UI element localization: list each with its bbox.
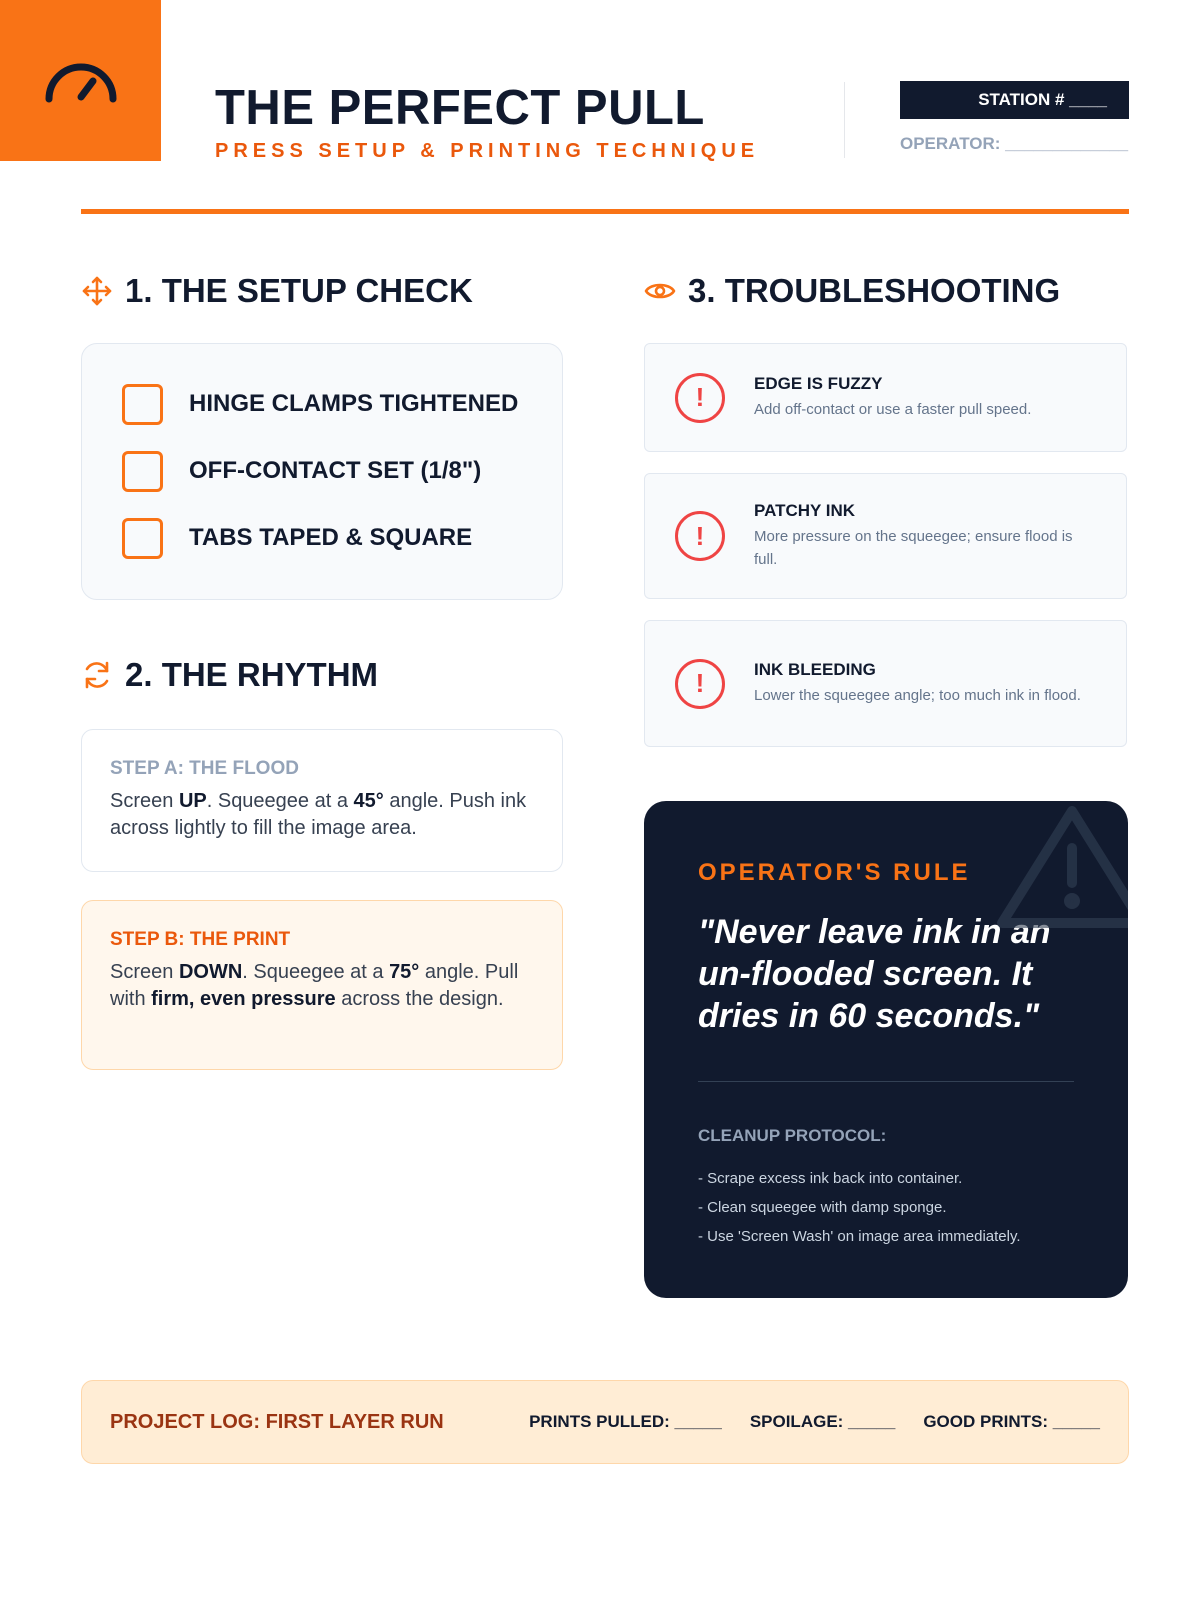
checklist-item[interactable] — [122, 518, 562, 558]
header-divider — [844, 82, 845, 158]
rhythm-heading — [81, 656, 378, 694]
alert-icon: ! — [675, 373, 725, 423]
trouble-desc: More pressure on the squeegee; ensure flood is full. — [754, 528, 1073, 568]
checklist-label: OFF-CONTACT SET (1/8") — [189, 457, 482, 484]
trouble-title: INK BLEEDING — [754, 660, 876, 679]
rule-quote: "Never leave ink in an un-flooded screen. It dries in 60 seconds." — [698, 913, 1051, 1035]
prints-pulled-field[interactable]: PRINTS PULLED: _____ — [529, 1412, 722, 1431]
trouble-title: PATCHY INK — [754, 501, 856, 520]
step-b-text: Screen DOWN. Squeegee at a 75° angle. Pull with firm, even pressure across the design. — [110, 961, 519, 1010]
step-a-card — [81, 729, 563, 872]
rule-label: OPERATOR'S RULE — [698, 859, 971, 886]
trouble-card — [644, 343, 1127, 452]
operator-field[interactable]: OPERATOR: _____________ — [900, 134, 1129, 153]
setup-heading — [81, 272, 473, 310]
move-arrows-icon — [81, 275, 113, 307]
spoilage-field[interactable]: SPOILAGE: _____ — [749, 1412, 896, 1431]
trouble-desc: Lower the squeegee angle; too much ink in flood. — [754, 687, 1081, 704]
header-rule — [81, 209, 1129, 214]
station-field[interactable]: STATION # ____ — [900, 81, 1129, 119]
log-title: PROJECT LOG: FIRST LAYER RUN — [110, 1410, 444, 1433]
setup-heading-text: 1. THE SETUP CHECK — [125, 272, 473, 309]
cleanup-item: - Clean squeegee with damp sponge. — [698, 1199, 947, 1216]
cleanup-title: CLEANUP PROTOCOL: — [698, 1126, 887, 1145]
cleanup-list — [698, 1164, 1074, 1251]
checkbox[interactable] — [122, 384, 163, 425]
setup-checklist — [81, 343, 563, 600]
rule-divider — [698, 1081, 1074, 1082]
trouble-card — [644, 620, 1127, 747]
project-log-bar — [81, 1380, 1129, 1464]
step-b-title: STEP B: THE PRINT — [110, 929, 291, 950]
alert-icon: ! — [675, 659, 725, 709]
operator-rule-card — [644, 801, 1128, 1298]
trouble-title: EDGE IS FUZZY — [754, 374, 883, 393]
warning-icon — [992, 803, 1128, 933]
checkbox[interactable] — [122, 451, 163, 492]
checkbox[interactable] — [122, 518, 163, 559]
rhythm-heading-text: 2. THE RHYTHM — [125, 656, 379, 693]
checklist-label: HINGE CLAMPS TIGHTENED — [189, 390, 519, 417]
eye-icon — [644, 275, 676, 307]
refresh-icon — [81, 659, 113, 691]
checklist-label: TABS TAPED & SQUARE — [189, 524, 473, 551]
speedometer-icon — [41, 49, 121, 113]
logo-block — [0, 0, 161, 161]
cleanup-item: - Scrape excess ink back into container. — [698, 1170, 963, 1187]
page-subtitle: PRESS SETUP & PRINTING TECHNIQUE — [215, 139, 760, 162]
cleanup-item: - Use 'Screen Wash' on image area immediately. — [698, 1228, 1021, 1245]
trouble-desc: Add off-contact or use a faster pull speed. — [754, 401, 1032, 418]
title-block — [215, 82, 759, 163]
step-b-card — [81, 900, 563, 1070]
checklist-item[interactable] — [122, 451, 562, 491]
good-prints-field[interactable]: GOOD PRINTS: _____ — [923, 1412, 1100, 1431]
checklist-item[interactable] — [122, 384, 562, 424]
troubleshooting-heading-text: 3. TROUBLESHOOTING — [688, 272, 1061, 309]
log-fields — [529, 1412, 1100, 1432]
trouble-card — [644, 473, 1127, 599]
page-title: THE PERFECT PULL — [215, 81, 705, 135]
step-a-text: Screen UP. Squeegee at a 45° angle. Push ink across lightly to fill the image area. — [110, 790, 527, 839]
alert-icon: ! — [675, 511, 725, 561]
troubleshooting-heading — [644, 272, 1060, 310]
step-a-title: STEP A: THE FLOOD — [110, 758, 299, 779]
